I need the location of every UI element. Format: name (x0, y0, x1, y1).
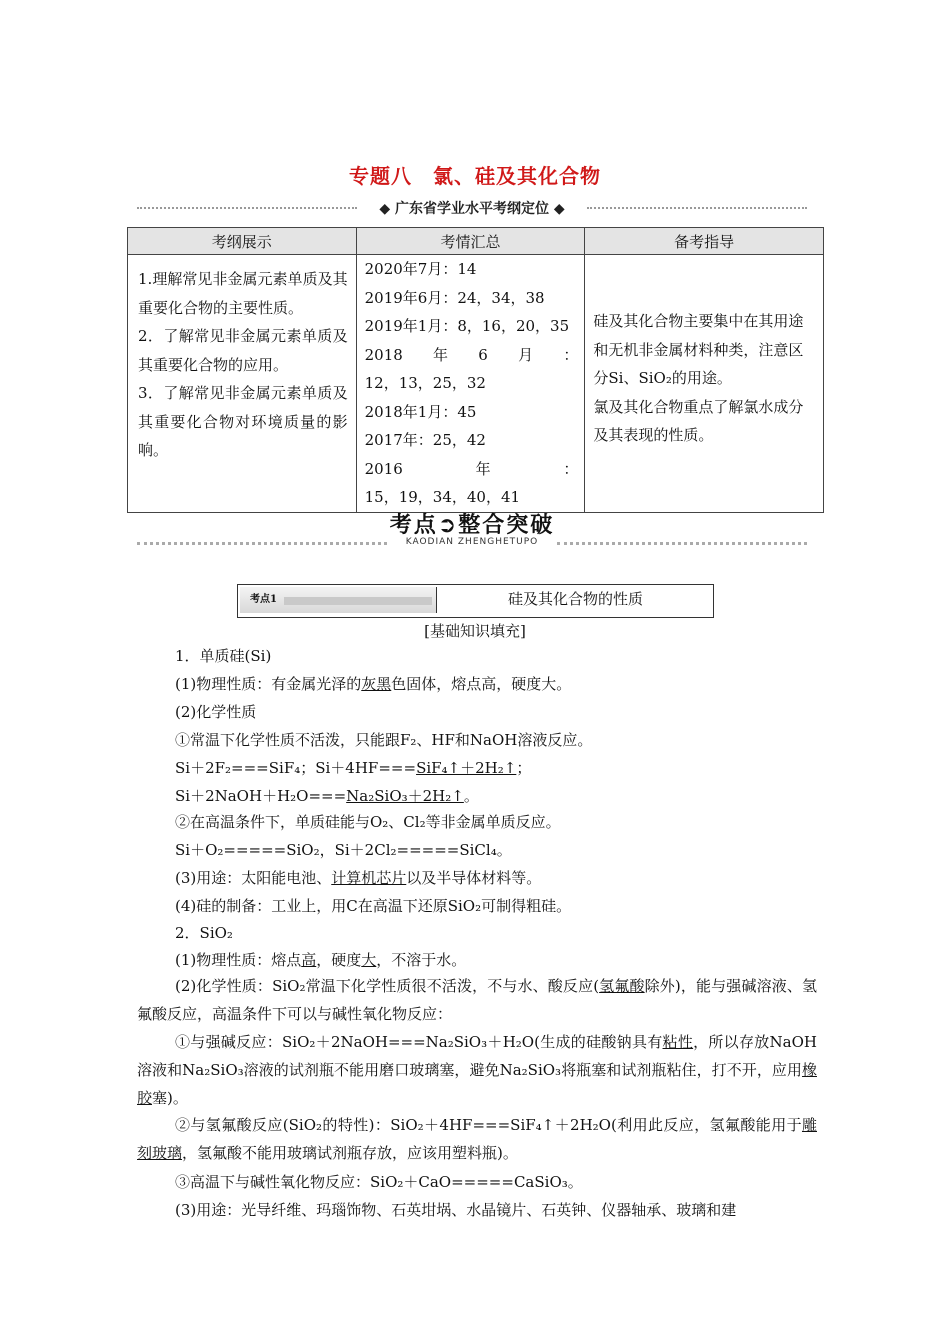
summary-token: ： (563, 345, 579, 364)
summary-line: 12，13，25，32 (364, 374, 486, 392)
outline-item: 2．了解常见非金属元素单质及其重要化合物的应用。 (138, 327, 348, 374)
equation: Si＋O₂=====SiO₂，Si＋2Cl₂=====SiCl₄。 (175, 841, 512, 859)
summary-line (365, 341, 579, 370)
answer-blank: 氢氟酸 (599, 977, 645, 995)
guide-cell (585, 255, 824, 513)
section-banner (137, 198, 807, 218)
answer-blank: 高 (301, 951, 317, 969)
kaodian-subtitle: KAODIAN ZHENGHETUPO (405, 537, 539, 547)
guide-item: 氯及其化合物重点了解氯水成分及其表现的性质。 (593, 397, 804, 444)
heading-sio2: 2．SiO₂ (175, 924, 233, 942)
paragraph: (2)化学性质：SiO₂常温下化学性质很不活泼，不与水、酸反应(氢氟酸除外)，能与强碱溶液、氢氟酸反应，高温条件下可以与碱性氧化物反应： (137, 977, 817, 1023)
summary-token: 年 (475, 459, 491, 478)
answer-blank: 粘性 (662, 1033, 694, 1051)
header-summary: 考情汇总 (356, 228, 585, 255)
outline-item: 3．了解常见非金属元素单质及其重要化合物对环境质量的影响。 (138, 384, 348, 459)
banner-label: ◆ 广东省学业水平考纲定位 ◆ (379, 201, 565, 217)
answer-blank: 橡胶 (137, 1061, 817, 1107)
header-guide: 备考指导 (585, 228, 824, 255)
answer-blank: 大 (361, 951, 377, 969)
answer-blank: 灰黑 (361, 675, 392, 693)
summary-token: 月 (518, 345, 534, 364)
summary-cell (356, 255, 585, 513)
summary-line: 2020年7月：14 (364, 260, 477, 278)
paragraph: ②与氢氟酸反应(SiO₂的特性)：SiO₂＋4HF===SiF₄↑＋2H₂O(利用此反应，氢氟酸能用于雕刻玻璃，氢氟酸不能用玻璃试剂瓶存放，应该用塑料瓶)。 (137, 1116, 817, 1162)
paragraph: (3)用途：太阳能电池、计算机芯片以及半导体材料等。 (175, 869, 542, 887)
paragraph: (2)化学性质 (175, 703, 257, 721)
page-title: 专题八 氯、硅及其化合物 (349, 164, 601, 188)
summary-line: 2017年：25，42 (364, 431, 486, 449)
heading-si: 1．单质硅(Si) (175, 647, 272, 665)
summary-token: 6 (478, 345, 488, 364)
summary-line: 2019年1月：8，16，20，35 (364, 317, 570, 335)
point-tag-box (240, 587, 437, 613)
equation: Si＋2F₂===SiF₄；Si＋4HF===SiF₄↑＋2H₂↑； (175, 759, 532, 777)
section-subtitle: [基础知识填充] (424, 622, 526, 640)
header-outline: 考纲展示 (128, 228, 357, 255)
point-title: 硅及其化合物的性质 (507, 590, 643, 608)
point-tag: 考点1 (250, 594, 277, 605)
summary-token: 2016 (364, 459, 403, 478)
paragraph: ②在高温条件下，单质硅能与O₂、Cl₂等非金属单质反应。 (175, 813, 561, 831)
guide-item: 硅及其化合物主要集中在其用途和无机非金属材料种类，注意区分Si、SiO₂的用途。 (593, 312, 804, 387)
equation: ③高温下与碱性氧化物反应：SiO₂＋CaO=====CaSiO₃。 (175, 1173, 583, 1191)
point-header (237, 584, 714, 618)
answer-blank: SiF₄↑＋2H₂↑ (416, 759, 517, 777)
summary-line: 2019年6月：24，34，38 (364, 288, 545, 307)
paragraph: (3)用途：光导纤维、玛瑙饰物、石英坩埚、水晶镜片、石英钟、仪器轴承、玻璃和建 (175, 1201, 737, 1219)
outline-item: 1.理解常见非金属元素单质及其重要化合物的主要性质。 (138, 270, 348, 317)
summary-line (365, 455, 579, 484)
summary-line: 15，19，34，40，41 (364, 488, 521, 506)
summary-token: ： (563, 459, 579, 478)
kaodian-banner (137, 508, 807, 548)
paragraph: (4)硅的制备：工业上，用C在高温下还原SiO₂可制得粗硅。 (175, 897, 572, 915)
equation: Si＋2NaOH＋H₂O===Na₂SiO₃＋2H₂↑。 (175, 787, 479, 805)
kaodian-title: 考点➲整合突破 (389, 513, 555, 538)
paragraph: ①常温下化学性质不活泼，只能跟F₂、HF和NaOH溶液反应。 (175, 731, 593, 749)
summary-line: 2018年1月：45 (364, 402, 477, 421)
summary-token: 2018 (364, 345, 403, 364)
paragraph: (1)物理性质：熔点高，硬度大，不溶于水。 (175, 951, 467, 969)
answer-blank: 雕刻玻璃 (137, 1116, 817, 1162)
outline-table (127, 227, 824, 513)
point-tag-bar (284, 597, 432, 605)
paragraph: (1)物理性质：有金属光泽的灰黑色固体，熔点高，硬度大。 (175, 675, 572, 693)
summary-token: 年 (433, 345, 449, 364)
paragraph: ①与强碱反应：SiO₂＋2NaOH===Na₂SiO₃＋H₂O(生成的硅酸钠具有粘性，所以存放NaOH溶液和Na₂SiO₃溶液的试剂瓶不能用磨口玻璃塞，避免Na₂SiO₃将瓶塞和试剂瓶粘住，打不开，应用橡胶塞)。 (137, 1033, 817, 1107)
outline-cell (128, 255, 357, 513)
answer-blank: 计算机芯片 (331, 869, 407, 887)
answer-blank: Na₂SiO₃＋2H₂↑ (346, 787, 464, 805)
